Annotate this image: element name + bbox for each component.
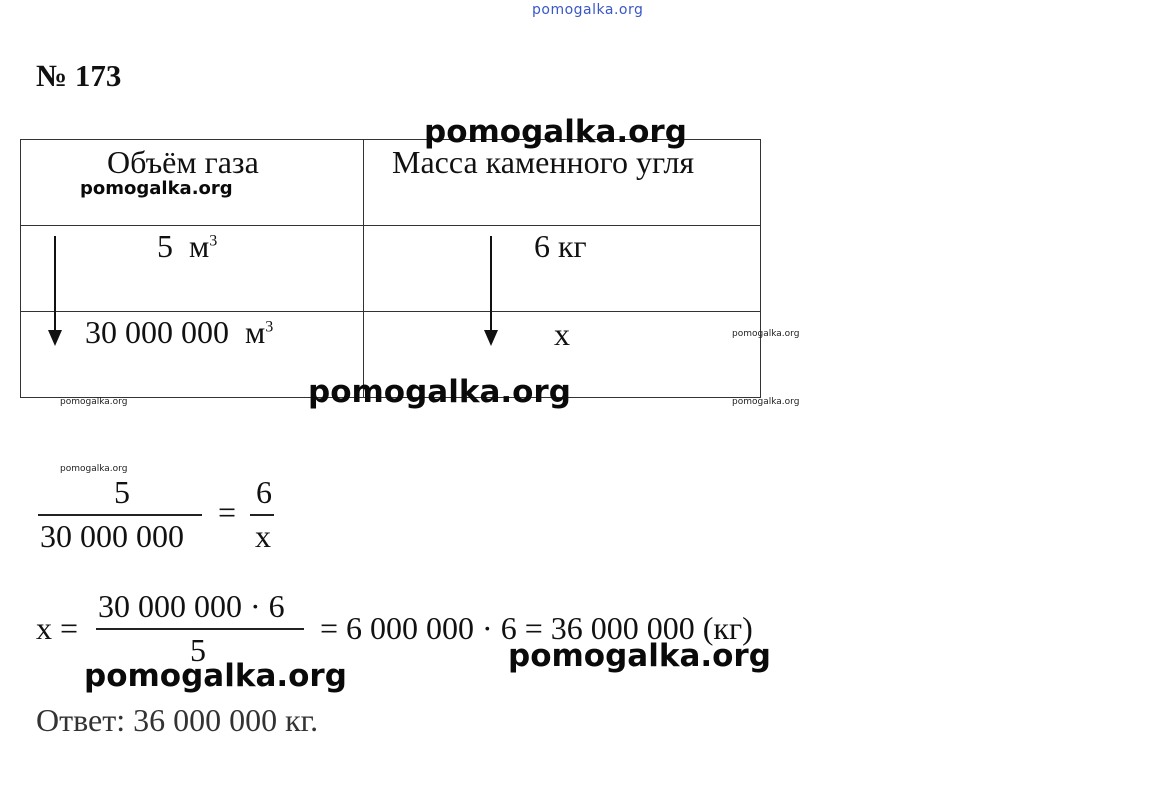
- watermark-6: pomogalka.org: [732, 397, 800, 407]
- watermark-7: pomogalka.org: [60, 464, 128, 474]
- prop-equals: =: [218, 494, 237, 530]
- row1-mass-cell: [364, 226, 761, 312]
- row2-mass-value: x: [554, 316, 570, 352]
- row1-volume-value: 5 $м^3$: [157, 228, 218, 264]
- prop-left-numerator: 5: [114, 474, 130, 510]
- prop-left-denominator: 30 000 000: [40, 518, 184, 554]
- solution-denominator: 5: [190, 632, 206, 668]
- header-mass: Масса каменного угля: [392, 144, 695, 180]
- watermark-8: pomogalka.org: [508, 638, 771, 674]
- answer: Ответ: 36 000 000 кг.: [36, 702, 319, 738]
- row1-volume-cell: [21, 226, 364, 312]
- prop-right-denominator: x: [255, 518, 271, 554]
- volume-arrow-shaft: [54, 236, 56, 332]
- watermark-2: pomogalka.org: [80, 178, 233, 199]
- prop-left-fraction-bar: [38, 514, 202, 516]
- prop-right-numerator: 6: [256, 474, 272, 510]
- watermark-5: pomogalka.org: [60, 397, 128, 407]
- solution-fraction-bar: [96, 628, 304, 630]
- watermark-3: pomogalka.org: [732, 329, 800, 339]
- solution-result: = 6 000 000 · 6 = 36 000 000 (кг): [320, 610, 753, 646]
- watermark-4: pomogalka.org: [308, 374, 571, 410]
- header-volume: Объём газа: [107, 144, 259, 180]
- mass-arrow-shaft: [490, 236, 492, 332]
- watermark-1: pomogalka.org: [424, 114, 687, 150]
- mass-arrow-head: [484, 330, 498, 346]
- row2-volume-value: 30 000 000 $м^3$: [85, 314, 274, 350]
- prop-right-fraction-bar: [250, 514, 274, 516]
- row1-mass-value: 6 кг: [534, 228, 587, 264]
- solution-x-equals: x =: [36, 610, 79, 646]
- header-mass-cell: [364, 140, 761, 226]
- volume-arrow-head: [48, 330, 62, 346]
- watermark-top: pomogalka.org: [532, 2, 644, 18]
- watermark-9: pomogalka.org: [84, 658, 347, 694]
- problem-number: № 173: [36, 58, 122, 93]
- solution-numerator: 30 000 000 · 6: [98, 588, 285, 624]
